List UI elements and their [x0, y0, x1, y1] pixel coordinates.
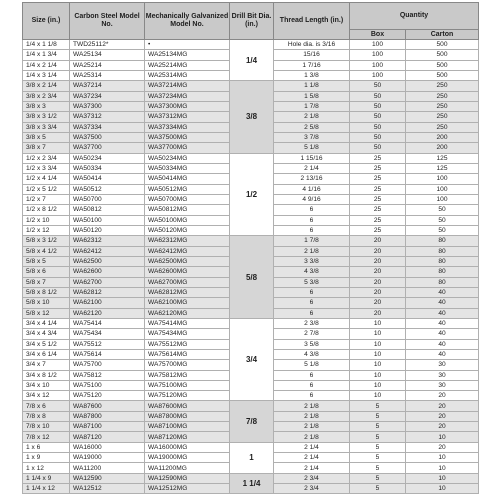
cell-size: 3/8 x 3 1/2	[23, 112, 70, 122]
cell-carton-qty: 40	[406, 308, 479, 318]
cell-size: 1/4 x 1 1/8	[23, 40, 70, 50]
cell-carton-qty: 40	[406, 287, 479, 297]
cell-galvanized-model: WA62600MG	[145, 267, 230, 277]
cell-thread-length: 6	[274, 308, 350, 318]
cell-carbon-model: WA25214	[70, 60, 145, 70]
cell-box-qty: 20	[350, 287, 406, 297]
cell-box-qty: 10	[350, 329, 406, 339]
cell-size: 5/8 x 12	[23, 308, 70, 318]
cell-box-qty: 5	[350, 432, 406, 442]
cell-galvanized-model: WA75512MG	[145, 339, 230, 349]
cell-carton-qty: 10	[406, 484, 479, 494]
cell-box-qty: 25	[350, 215, 406, 225]
cell-size: 1 1/4 x 12	[23, 484, 70, 494]
cell-thread-length: 6	[274, 370, 350, 380]
cell-galvanized-model: WA19000MG	[145, 453, 230, 463]
cell-size: 1/2 x 2 3/4	[23, 153, 70, 163]
cell-size: 3/8 x 2 1/4	[23, 81, 70, 91]
cell-thread-length: 2 3/8	[274, 318, 350, 328]
cell-carbon-model: WA62412	[70, 246, 145, 256]
cell-carton-qty: 30	[406, 380, 479, 390]
cell-carton-qty: 40	[406, 349, 479, 359]
cell-box-qty: 100	[350, 40, 406, 50]
cell-carton-qty: 40	[406, 329, 479, 339]
cell-carton-qty: 10	[406, 453, 479, 463]
cell-size: 3/8 x 3	[23, 101, 70, 111]
cell-carbon-model: WA87120	[70, 432, 145, 442]
cell-box-qty: 50	[350, 81, 406, 91]
cell-galvanized-model: WA75120MG	[145, 391, 230, 401]
cell-box-qty: 100	[350, 50, 406, 60]
cell-size: 5/8 x 4 1/2	[23, 246, 70, 256]
cell-carton-qty: 250	[406, 122, 479, 132]
cell-box-qty: 100	[350, 70, 406, 80]
cell-galvanized-model: WA75414MG	[145, 318, 230, 328]
cell-box-qty: 20	[350, 236, 406, 246]
header-box: Box	[350, 30, 406, 40]
cell-thread-length: 5 1/8	[274, 143, 350, 153]
cell-thread-length: 2 1/4	[274, 163, 350, 173]
cell-carton-qty: 20	[406, 401, 479, 411]
cell-box-qty: 25	[350, 205, 406, 215]
cell-size: 3/4 x 12	[23, 391, 70, 401]
cell-size: 3/4 x 5 1/2	[23, 339, 70, 349]
cell-galvanized-model: WA50120MG	[145, 225, 230, 235]
cell-thread-length: 2 5/8	[274, 122, 350, 132]
cell-galvanized-model: WA75434MG	[145, 329, 230, 339]
cell-carton-qty: 100	[406, 184, 479, 194]
cell-box-qty: 25	[350, 163, 406, 173]
cell-size: 5/8 x 8 1/2	[23, 287, 70, 297]
cell-carbon-model: WA50100	[70, 215, 145, 225]
cell-carton-qty: 40	[406, 339, 479, 349]
cell-size: 7/8 x 12	[23, 432, 70, 442]
cell-box-qty: 20	[350, 267, 406, 277]
cell-box-qty: 5	[350, 453, 406, 463]
cell-size: 1/4 x 1 3/4	[23, 50, 70, 60]
cell-thread-length: 2 13/16	[274, 174, 350, 184]
table-row	[23, 81, 479, 91]
cell-thread-length: 2 1/4	[274, 442, 350, 452]
cell-carbon-model: WA75100	[70, 380, 145, 390]
cell-carbon-model: WA50512	[70, 184, 145, 194]
cell-drill-bit-dia: 1/4	[230, 40, 274, 81]
cell-galvanized-model: WA50100MG	[145, 215, 230, 225]
cell-carton-qty: 20	[406, 422, 479, 432]
cell-galvanized-model: WA37214MG	[145, 81, 230, 91]
cell-carton-qty: 200	[406, 132, 479, 142]
cell-carbon-model: WA62812	[70, 287, 145, 297]
cell-box-qty: 20	[350, 298, 406, 308]
cell-carbon-model: WA19000	[70, 453, 145, 463]
cell-thread-length: 3 5/8	[274, 339, 350, 349]
cell-thread-length: 4 3/8	[274, 267, 350, 277]
cell-galvanized-model: WA87800MG	[145, 411, 230, 421]
cell-carbon-model: WA12590	[70, 473, 145, 483]
cell-box-qty: 25	[350, 174, 406, 184]
cell-box-qty: 50	[350, 132, 406, 142]
cell-thread-length: 1 7/16	[274, 60, 350, 70]
cell-size: 1/2 x 4 1/4	[23, 174, 70, 184]
cell-thread-length: 5 1/8	[274, 360, 350, 370]
cell-size: 1/2 x 3 3/4	[23, 163, 70, 173]
cell-thread-length: 6	[274, 215, 350, 225]
cell-galvanized-model: WA62700MG	[145, 277, 230, 287]
anchor-spec-table-container	[22, 2, 478, 494]
cell-galvanized-model: WA75100MG	[145, 380, 230, 390]
cell-thread-length: 1 3/8	[274, 70, 350, 80]
cell-carbon-model: WA37700	[70, 143, 145, 153]
cell-galvanized-model: WA37300MG	[145, 101, 230, 111]
cell-box-qty: 20	[350, 256, 406, 266]
cell-carbon-model: WA75434	[70, 329, 145, 339]
cell-galvanized-model: WA87100MG	[145, 422, 230, 432]
table-row	[23, 318, 479, 328]
cell-box-qty: 20	[350, 308, 406, 318]
cell-galvanized-model: WA62100MG	[145, 298, 230, 308]
cell-galvanized-model: WA11200MG	[145, 463, 230, 473]
cell-carton-qty: 50	[406, 225, 479, 235]
cell-carton-qty: 30	[406, 370, 479, 380]
cell-carbon-model: WA16000	[70, 442, 145, 452]
cell-box-qty: 10	[350, 349, 406, 359]
header-thread-length: Thread Length (in.)	[274, 3, 350, 40]
cell-galvanized-model: WA37312MG	[145, 112, 230, 122]
cell-galvanized-model: WA16000MG	[145, 442, 230, 452]
cell-carbon-model: WA62600	[70, 267, 145, 277]
cell-carbon-model: WA11200	[70, 463, 145, 473]
cell-thread-length: 1 15/16	[274, 153, 350, 163]
cell-carton-qty: 125	[406, 163, 479, 173]
cell-carton-qty: 125	[406, 153, 479, 163]
cell-thread-length: 6	[274, 225, 350, 235]
cell-carbon-model: WA37312	[70, 112, 145, 122]
cell-carbon-model: WA50234	[70, 153, 145, 163]
cell-thread-length: 2 1/8	[274, 422, 350, 432]
cell-size: 3/8 x 5	[23, 132, 70, 142]
cell-box-qty: 10	[350, 360, 406, 370]
cell-galvanized-model: WA25314MG	[145, 70, 230, 80]
cell-thread-length: 6	[274, 298, 350, 308]
cell-galvanized-model: WA62120MG	[145, 308, 230, 318]
cell-box-qty: 10	[350, 318, 406, 328]
cell-carton-qty: 500	[406, 70, 479, 80]
table-row	[23, 236, 479, 246]
cell-galvanized-model: WA75812MG	[145, 370, 230, 380]
cell-carton-qty: 40	[406, 298, 479, 308]
cell-size: 5/8 x 6	[23, 267, 70, 277]
cell-carbon-model: WA62120	[70, 308, 145, 318]
cell-galvanized-model: WA62412MG	[145, 246, 230, 256]
cell-carton-qty: 80	[406, 267, 479, 277]
cell-thread-length: 6	[274, 380, 350, 390]
cell-thread-length: 2 3/4	[274, 473, 350, 483]
cell-box-qty: 5	[350, 484, 406, 494]
header-quantity: Quantity	[350, 3, 479, 30]
cell-box-qty: 25	[350, 153, 406, 163]
cell-carbon-model: WA50812	[70, 205, 145, 215]
cell-carton-qty: 30	[406, 360, 479, 370]
cell-thread-length: 4 3/8	[274, 349, 350, 359]
header-galvanized-model: Mechanically Galvanized Model No.	[145, 3, 230, 40]
cell-size: 3/4 x 8 1/2	[23, 370, 70, 380]
cell-thread-length: 2 1/4	[274, 463, 350, 473]
cell-galvanized-model: WA37700MG	[145, 143, 230, 153]
cell-box-qty: 5	[350, 401, 406, 411]
cell-carton-qty: 80	[406, 256, 479, 266]
cell-galvanized-model: WA87120MG	[145, 432, 230, 442]
cell-size: 1 x 6	[23, 442, 70, 452]
cell-carton-qty: 20	[406, 442, 479, 452]
cell-box-qty: 10	[350, 380, 406, 390]
cell-carton-qty: 20	[406, 411, 479, 421]
cell-size: 3/8 x 2 3/4	[23, 91, 70, 101]
cell-size: 5/8 x 5	[23, 256, 70, 266]
cell-carton-qty: 250	[406, 81, 479, 91]
table-row	[23, 40, 479, 50]
table-body	[23, 40, 479, 494]
cell-size: 3/8 x 7	[23, 143, 70, 153]
cell-box-qty: 25	[350, 184, 406, 194]
cell-galvanized-model: WA37500MG	[145, 132, 230, 142]
cell-carton-qty: 80	[406, 277, 479, 287]
cell-carbon-model: WA37334	[70, 122, 145, 132]
cell-thread-length: 4 9/16	[274, 194, 350, 204]
cell-size: 3/4 x 6 1/4	[23, 349, 70, 359]
cell-carbon-model: WA87600	[70, 401, 145, 411]
cell-thread-length: 6	[274, 205, 350, 215]
anchor-spec-table	[22, 2, 479, 494]
cell-carbon-model: WA75812	[70, 370, 145, 380]
cell-carbon-model: WA37234	[70, 91, 145, 101]
cell-thread-length: 6	[274, 287, 350, 297]
cell-box-qty: 50	[350, 122, 406, 132]
cell-box-qty: 25	[350, 194, 406, 204]
cell-size: 3/8 x 3 3/4	[23, 122, 70, 132]
cell-size: 1/4 x 2 1/4	[23, 60, 70, 70]
cell-carton-qty: 10	[406, 463, 479, 473]
cell-carton-qty: 500	[406, 50, 479, 60]
cell-carbon-model: WA75700	[70, 360, 145, 370]
cell-box-qty: 20	[350, 277, 406, 287]
cell-carbon-model: WA25134	[70, 50, 145, 60]
cell-carbon-model: WA62100	[70, 298, 145, 308]
cell-size: 3/4 x 4 1/4	[23, 318, 70, 328]
cell-carbon-model: WA62500	[70, 256, 145, 266]
cell-size: 5/8 x 10	[23, 298, 70, 308]
cell-galvanized-model: WA50234MG	[145, 153, 230, 163]
cell-drill-bit-dia: 1/2	[230, 153, 274, 236]
cell-size: 7/8 x 10	[23, 422, 70, 432]
cell-thread-length: 15/16	[274, 50, 350, 60]
cell-carbon-model: WA62700	[70, 277, 145, 287]
cell-carbon-model: WA75120	[70, 391, 145, 401]
cell-drill-bit-dia: 5/8	[230, 236, 274, 319]
cell-thread-length: 4 1/16	[274, 184, 350, 194]
cell-box-qty: 5	[350, 422, 406, 432]
cell-carton-qty: 80	[406, 236, 479, 246]
cell-thread-length: Hole dia. is 3/16	[274, 40, 350, 50]
cell-thread-length: 3 7/8	[274, 132, 350, 142]
cell-size: 1 1/4 x 9	[23, 473, 70, 483]
cell-box-qty: 5	[350, 473, 406, 483]
cell-size: 3/4 x 4 3/4	[23, 329, 70, 339]
cell-carbon-model: WA75512	[70, 339, 145, 349]
cell-galvanized-model: WA50334MG	[145, 163, 230, 173]
cell-thread-length: 2 1/8	[274, 246, 350, 256]
cell-carbon-model: WA75414	[70, 318, 145, 328]
cell-carbon-model: WA37214	[70, 81, 145, 91]
cell-carbon-model: TWD25112*	[70, 40, 145, 50]
cell-carton-qty: 20	[406, 391, 479, 401]
cell-thread-length: 2 1/8	[274, 401, 350, 411]
cell-thread-length: 2 1/8	[274, 411, 350, 421]
cell-drill-bit-dia: 1 1/4	[230, 473, 274, 494]
cell-thread-length: 2 1/4	[274, 453, 350, 463]
cell-carton-qty: 50	[406, 205, 479, 215]
cell-size: 3/4 x 7	[23, 360, 70, 370]
cell-carton-qty: 500	[406, 40, 479, 50]
cell-carbon-model: WA12512	[70, 484, 145, 494]
cell-thread-length: 3 3/8	[274, 256, 350, 266]
table-row	[23, 153, 479, 163]
header-carbon-steel-model: Carbon Steel Model No.	[70, 3, 145, 40]
cell-carbon-model: WA62312	[70, 236, 145, 246]
cell-thread-length: 1 7/8	[274, 236, 350, 246]
cell-carton-qty: 100	[406, 174, 479, 184]
cell-box-qty: 10	[350, 339, 406, 349]
cell-thread-length: 6	[274, 391, 350, 401]
cell-drill-bit-dia: 1	[230, 442, 274, 473]
cell-galvanized-model: WA25134MG	[145, 50, 230, 60]
cell-galvanized-model: WA62812MG	[145, 287, 230, 297]
cell-thread-length: 2 3/4	[274, 484, 350, 494]
cell-carbon-model: WA37300	[70, 101, 145, 111]
cell-galvanized-model: WA75614MG	[145, 349, 230, 359]
cell-thread-length: 5 3/8	[274, 277, 350, 287]
cell-size: 1/2 x 8 1/2	[23, 205, 70, 215]
cell-carton-qty: 40	[406, 318, 479, 328]
cell-size: 5/8 x 3 1/2	[23, 236, 70, 246]
table-header	[23, 3, 479, 40]
cell-galvanized-model: WA37234MG	[145, 91, 230, 101]
cell-galvanized-model: WA75700MG	[145, 360, 230, 370]
cell-size: 1 x 12	[23, 463, 70, 473]
cell-box-qty: 20	[350, 246, 406, 256]
table-row	[23, 442, 479, 452]
cell-thread-length: 2 1/8	[274, 432, 350, 442]
header-drill-bit-dia: Drill Bit Dia. (in.)	[230, 3, 274, 40]
cell-carton-qty: 250	[406, 91, 479, 101]
cell-size: 7/8 x 6	[23, 401, 70, 411]
cell-galvanized-model: WA50512MG	[145, 184, 230, 194]
header-size: Size (in.)	[23, 3, 70, 40]
cell-size: 3/4 x 10	[23, 380, 70, 390]
cell-box-qty: 5	[350, 463, 406, 473]
cell-thread-length: 2 7/8	[274, 329, 350, 339]
cell-box-qty: 5	[350, 411, 406, 421]
table-row	[23, 473, 479, 483]
cell-carbon-model: WA50414	[70, 174, 145, 184]
cell-carbon-model: WA50700	[70, 194, 145, 204]
cell-size: 1/2 x 5 1/2	[23, 184, 70, 194]
cell-galvanized-model: WA50414MG	[145, 174, 230, 184]
cell-galvanized-model: WA37334MG	[145, 122, 230, 132]
cell-drill-bit-dia: 3/4	[230, 318, 274, 401]
cell-size: 7/8 x 8	[23, 411, 70, 421]
cell-carton-qty: 50	[406, 215, 479, 225]
cell-thread-length: 1 5/8	[274, 91, 350, 101]
cell-size: 1/4 x 3 1/4	[23, 70, 70, 80]
cell-carton-qty: 100	[406, 194, 479, 204]
cell-box-qty: 25	[350, 225, 406, 235]
cell-carton-qty: 250	[406, 101, 479, 111]
cell-thread-length: 1 7/8	[274, 101, 350, 111]
cell-box-qty: 10	[350, 391, 406, 401]
cell-carbon-model: WA37500	[70, 132, 145, 142]
cell-carbon-model: WA87100	[70, 422, 145, 432]
cell-galvanized-model: WA12590MG	[145, 473, 230, 483]
cell-galvanized-model: WA12512MG	[145, 484, 230, 494]
cell-size: 1/2 x 7	[23, 194, 70, 204]
cell-box-qty: 5	[350, 442, 406, 452]
cell-size: 1/2 x 10	[23, 215, 70, 225]
cell-box-qty: 50	[350, 143, 406, 153]
cell-galvanized-model: WA87600MG	[145, 401, 230, 411]
cell-galvanized-model: WA62312MG	[145, 236, 230, 246]
cell-box-qty: 50	[350, 91, 406, 101]
cell-carbon-model: WA75614	[70, 349, 145, 359]
cell-carbon-model: WA50334	[70, 163, 145, 173]
cell-carton-qty: 10	[406, 473, 479, 483]
table-row	[23, 401, 479, 411]
cell-galvanized-model: •	[145, 40, 230, 50]
cell-thread-length: 1 1/8	[274, 81, 350, 91]
cell-carbon-model: WA50120	[70, 225, 145, 235]
cell-carton-qty: 500	[406, 60, 479, 70]
cell-galvanized-model: WA50700MG	[145, 194, 230, 204]
cell-box-qty: 50	[350, 112, 406, 122]
cell-galvanized-model: WA62500MG	[145, 256, 230, 266]
cell-box-qty: 100	[350, 60, 406, 70]
cell-thread-length: 2 1/8	[274, 112, 350, 122]
cell-carton-qty: 250	[406, 112, 479, 122]
cell-drill-bit-dia: 7/8	[230, 401, 274, 442]
cell-drill-bit-dia: 3/8	[230, 81, 274, 153]
cell-size: 1 x 9	[23, 453, 70, 463]
cell-box-qty: 10	[350, 370, 406, 380]
header-carton: Carton	[406, 30, 479, 40]
cell-carton-qty: 10	[406, 432, 479, 442]
cell-carton-qty: 80	[406, 246, 479, 256]
cell-galvanized-model: WA25214MG	[145, 60, 230, 70]
cell-galvanized-model: WA50812MG	[145, 205, 230, 215]
cell-carbon-model: WA87800	[70, 411, 145, 421]
cell-carton-qty: 200	[406, 143, 479, 153]
cell-carbon-model: WA25314	[70, 70, 145, 80]
cell-box-qty: 50	[350, 101, 406, 111]
cell-size: 5/8 x 7	[23, 277, 70, 287]
cell-size: 1/2 x 12	[23, 225, 70, 235]
